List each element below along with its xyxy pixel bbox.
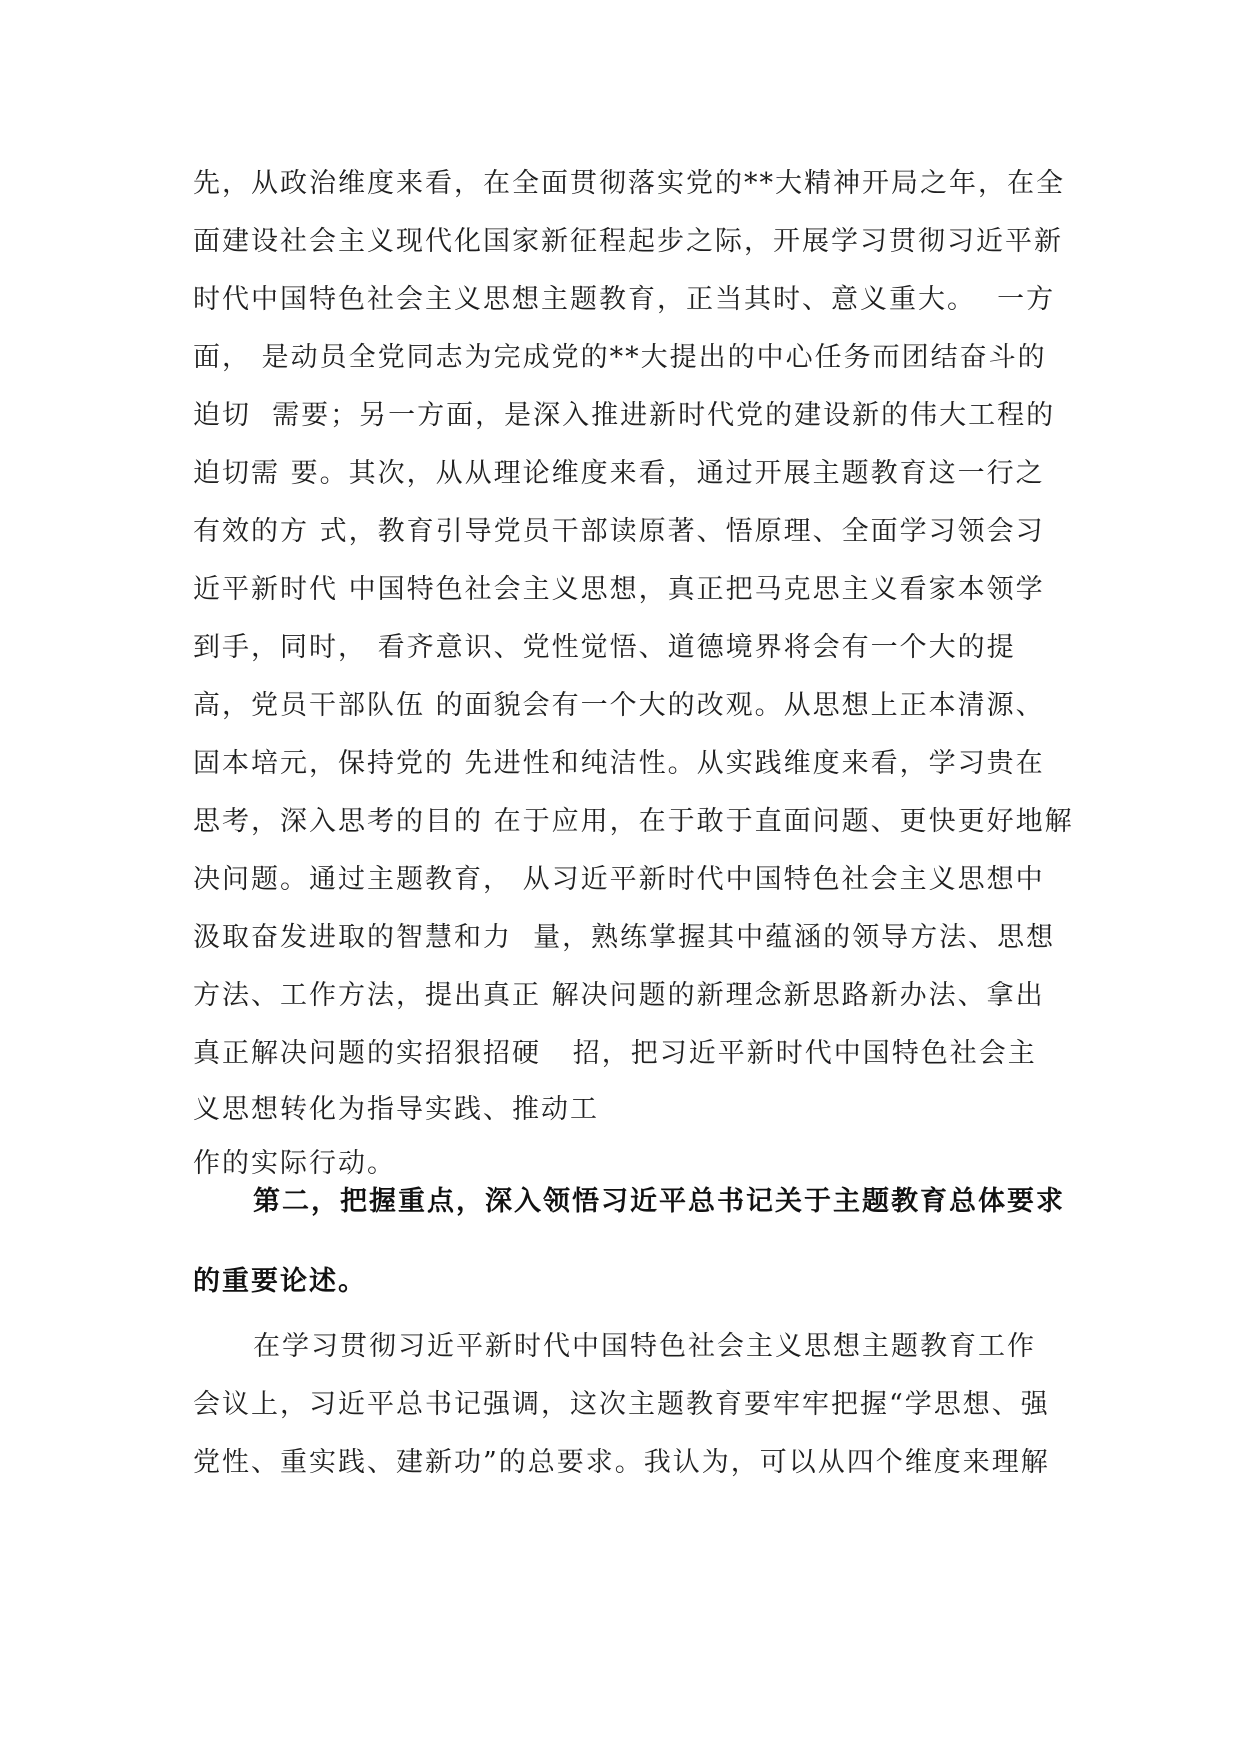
- text-line: 先，从政治维度来看，在全面贯彻落实党的**大精神开局之年，在全: [193, 168, 1065, 199]
- section-heading-line-1: 第二，把握重点，深入领悟习近平总书记关于主题教育总体要求: [253, 1186, 1065, 1217]
- text-line: 近平新时代 中国特色社会主义思想，真正把马克思主义看家本领学: [193, 574, 1045, 605]
- text-line: 方法、工作方法，提出真正 解决问题的新理念新思路新办法、拿出: [193, 980, 1045, 1011]
- paragraph-general-requirements: [193, 1318, 1073, 1492]
- text-line: 迫切需 要。其次，从从理论维度来看，通过开展主题教育这一行之: [193, 458, 1045, 489]
- text-line: 固本培元，保持党的 先进性和纯洁性。从实践维度来看，学习贵在: [193, 748, 1045, 779]
- text-line: 思考，深入思考的目的 在于应用，在于敢于直面问题、更快更好地解: [193, 806, 1074, 837]
- text-line: 党性、重实践、建新功”的总要求。我认为，可以从四个维度来理解: [193, 1447, 1050, 1478]
- section-heading-line-2: 的重要论述。: [193, 1266, 367, 1297]
- text-line: 作的实际行动。: [193, 1148, 396, 1179]
- text-line: 义思想转化为指导实践、推动工: [193, 1094, 599, 1125]
- paragraph-political-theory-practice: [193, 155, 1073, 1191]
- text-line: 在学习贯彻习近平新时代中国特色社会主义思想主题教育工作: [253, 1331, 1036, 1362]
- text-line: 决问题。通过主题教育， 从习近平新时代中国特色社会主义思想中: [193, 864, 1045, 895]
- text-line: 面建设社会主义现代化国家新征程起步之际，开展学习贯彻习近平新: [193, 226, 1063, 257]
- text-line: 时代中国特色社会主义思想主题教育，正当其时、意义重大。 一方: [193, 284, 1056, 315]
- text-line: 汲取奋发进取的智慧和力 量，熟练掌握其中蕴涵的领导方法、思想: [193, 922, 1056, 953]
- text-line: 会议上，习近平总书记强调，这次主题教育要牢牢把握“学思想、强: [193, 1389, 1050, 1420]
- text-line: 面， 是动员全党同志为完成党的**大提出的中心任务而团结奋斗的: [193, 342, 1047, 373]
- text-line: 真正解决问题的实招狠招硬 招，把习近平新时代中国特色社会主: [193, 1038, 1037, 1069]
- text-line: 有效的方 式，教育引导党员干部读原著、悟原理、全面学习领会习: [193, 516, 1045, 547]
- text-line: 迫切 需要；另一方面，是深入推进新时代党的建设新的伟大工程的: [193, 400, 1056, 431]
- text-line: 到手，同时， 看齐意识、党性觉悟、道德境界将会有一个大的提: [193, 632, 1016, 663]
- text-line: 高，党员干部队伍 的面貌会有一个大的改观。从思想上正本清源、: [193, 690, 1045, 721]
